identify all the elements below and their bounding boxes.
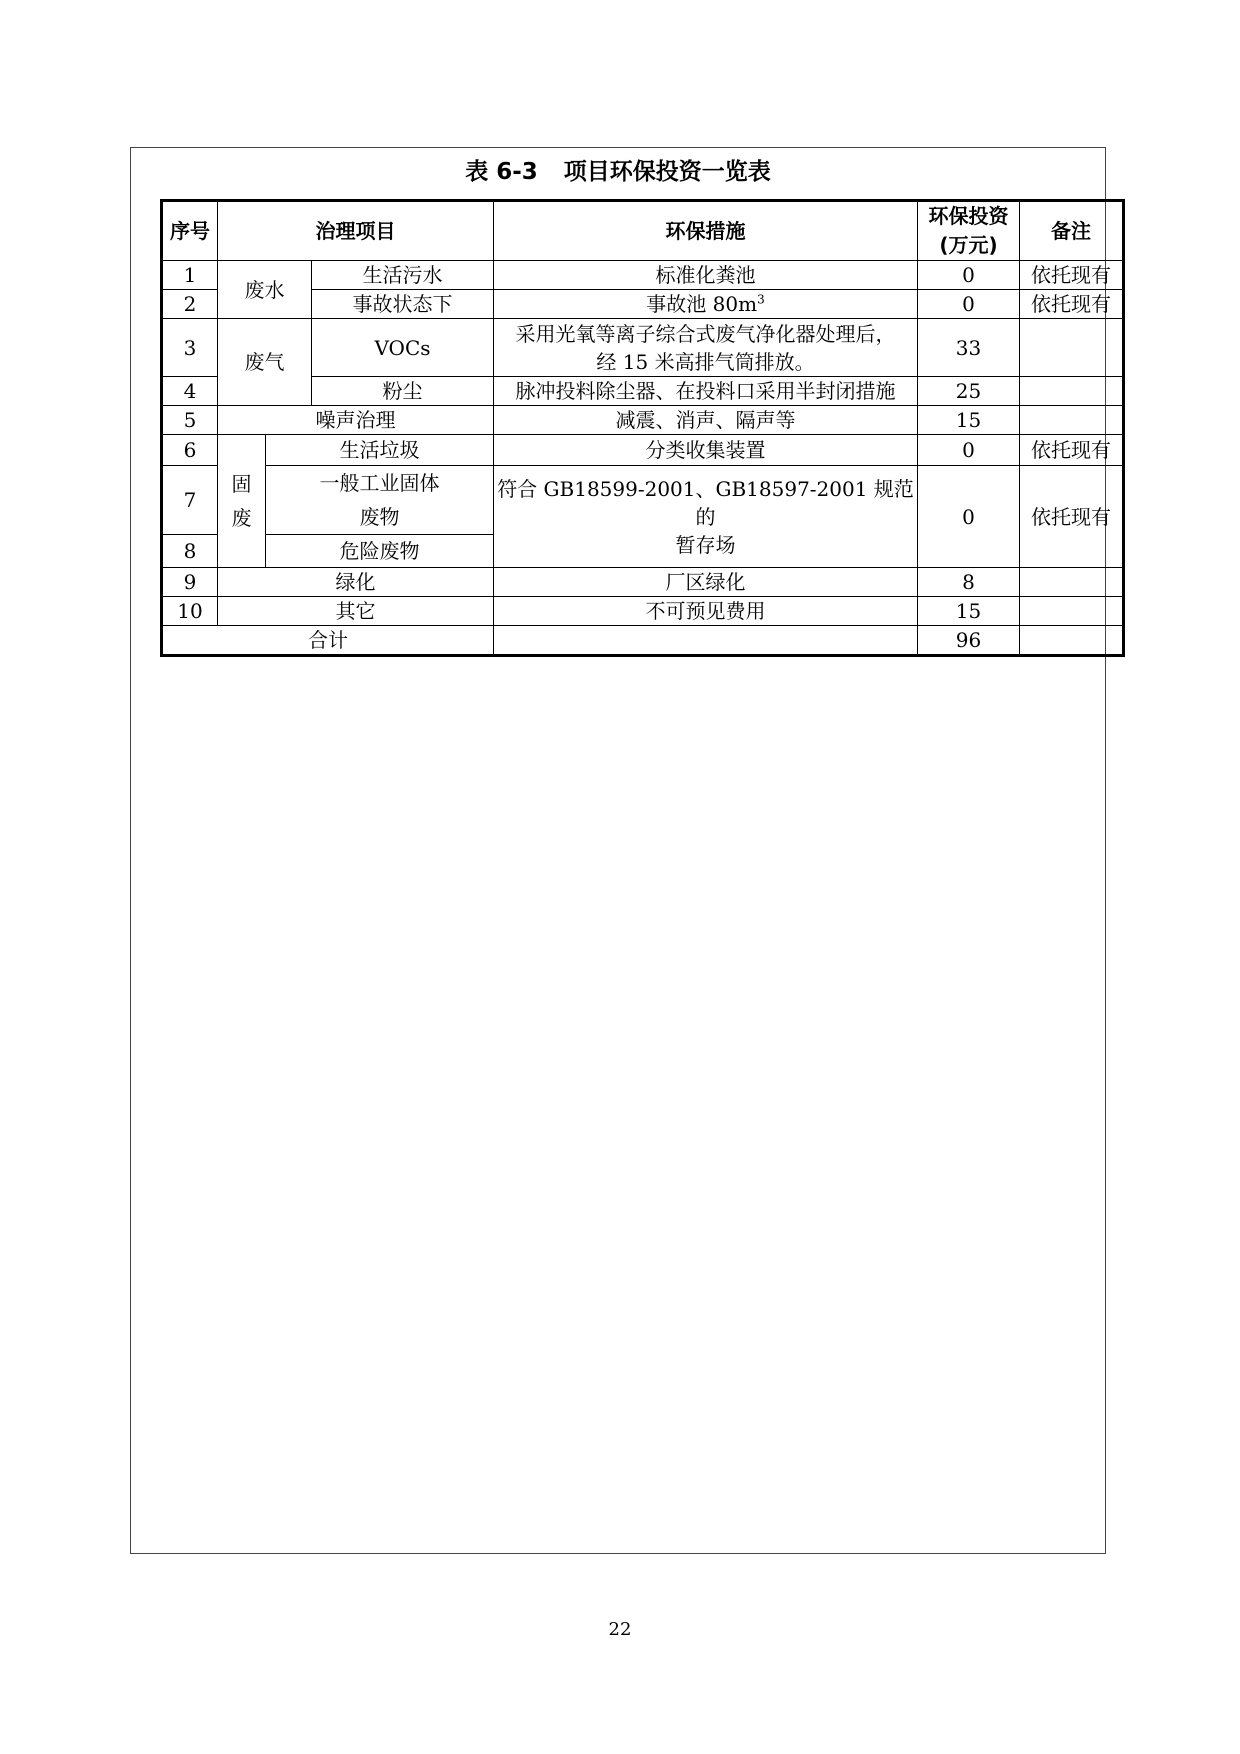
row-index: 2 [162, 290, 218, 319]
measure-cell [494, 319, 918, 377]
investment-cell: 0 [918, 435, 1020, 466]
subitem-line2: 废物 [359, 505, 400, 529]
total-remark [1020, 626, 1124, 656]
category-cell: 废水 [218, 261, 312, 319]
row-index: 5 [162, 406, 218, 435]
item-cell: 噪声治理 [218, 406, 494, 435]
total-row [162, 626, 1124, 656]
category-line2: 废 [231, 506, 252, 530]
total-label: 合计 [162, 626, 494, 656]
investment-cell: 15 [918, 406, 1020, 435]
investment-cell: 33 [918, 319, 1020, 377]
remark-cell: 依托现有 [1020, 261, 1124, 290]
measure-line2: 暂存场 [675, 532, 736, 557]
remark-cell [1020, 377, 1124, 406]
subitem-cell: 危险废物 [266, 535, 494, 568]
measure-cell: 脉冲投料除尘器、在投料口采用半封闭措施 [494, 377, 918, 406]
header-index: 序号 [162, 201, 218, 261]
item-cell: 其它 [218, 597, 494, 626]
row-index: 8 [162, 535, 218, 568]
row-index: 7 [162, 466, 218, 535]
page-number: 22 [608, 1619, 632, 1640]
investment-table [160, 199, 1125, 657]
header-item: 治理项目 [218, 201, 494, 261]
row-index: 10 [162, 597, 218, 626]
investment-cell: 25 [918, 377, 1020, 406]
header-investment [918, 201, 1020, 261]
subitem-cell: VOCs [312, 319, 494, 377]
total-investment: 96 [918, 626, 1020, 656]
table-row [162, 406, 1124, 435]
measure-cell [494, 290, 918, 319]
remark-cell [1020, 406, 1124, 435]
measure-text: 事故池 80m [646, 292, 758, 316]
header-remark: 备注 [1020, 201, 1124, 261]
measure-cell: 不可预见费用 [494, 597, 918, 626]
row-index: 6 [162, 435, 218, 466]
row-index: 9 [162, 568, 218, 597]
table-header-row [162, 201, 1124, 261]
table-row [162, 466, 1124, 535]
table-row [162, 261, 1124, 290]
measure-line1: 符合 GB18599-2001、GB18597-2001 规范的 [497, 476, 914, 529]
header-investment-line2: (万元) [939, 233, 998, 257]
table-row [162, 597, 1124, 626]
header-investment-line1: 环保投资 [928, 204, 1009, 228]
remark-cell: 依托现有 [1020, 435, 1124, 466]
table-number: 表 6-3 [465, 159, 538, 185]
measure-cell: 减震、消声、隔声等 [494, 406, 918, 435]
remark-cell [1020, 568, 1124, 597]
subitem-cell: 事故状态下 [312, 290, 494, 319]
measure-line1: 采用光氧等离子综合式废气净化器处理后， [515, 321, 896, 346]
subitem-cell: 粉尘 [312, 377, 494, 406]
investment-cell: 8 [918, 568, 1020, 597]
table-row [162, 435, 1124, 466]
row-index: 4 [162, 377, 218, 406]
investment-cell: 0 [918, 466, 1020, 568]
subitem-cell: 生活垃圾 [266, 435, 494, 466]
row-index: 3 [162, 319, 218, 377]
subitem-line1: 一般工业固体 [319, 471, 440, 495]
header-measure: 环保措施 [494, 201, 918, 261]
row-index: 1 [162, 261, 218, 290]
investment-cell: 0 [918, 261, 1020, 290]
total-measure [494, 626, 918, 656]
category-line1: 固 [231, 472, 252, 496]
measure-cell: 标准化粪池 [494, 261, 918, 290]
remark-cell: 依托现有 [1020, 290, 1124, 319]
measure-cell [494, 466, 918, 568]
table-title [130, 155, 1106, 189]
subitem-cell: 生活污水 [312, 261, 494, 290]
measure-cell: 厂区绿化 [494, 568, 918, 597]
subitem-cell [266, 466, 494, 535]
table-row [162, 568, 1124, 597]
item-cell: 绿化 [218, 568, 494, 597]
measure-cell: 分类收集装置 [494, 435, 918, 466]
measure-line2: 经 15 米高排气筒排放。 [596, 349, 815, 374]
remark-cell [1020, 319, 1124, 377]
category-cell: 废气 [218, 319, 312, 406]
table-row [162, 319, 1124, 377]
remark-cell [1020, 597, 1124, 626]
investment-cell: 15 [918, 597, 1020, 626]
remark-cell: 依托现有 [1020, 466, 1124, 568]
table-title-text: 项目环保投资一览表 [563, 159, 771, 185]
investment-cell: 0 [918, 290, 1020, 319]
category-cell [218, 435, 266, 568]
measure-superscript: 3 [757, 292, 765, 307]
